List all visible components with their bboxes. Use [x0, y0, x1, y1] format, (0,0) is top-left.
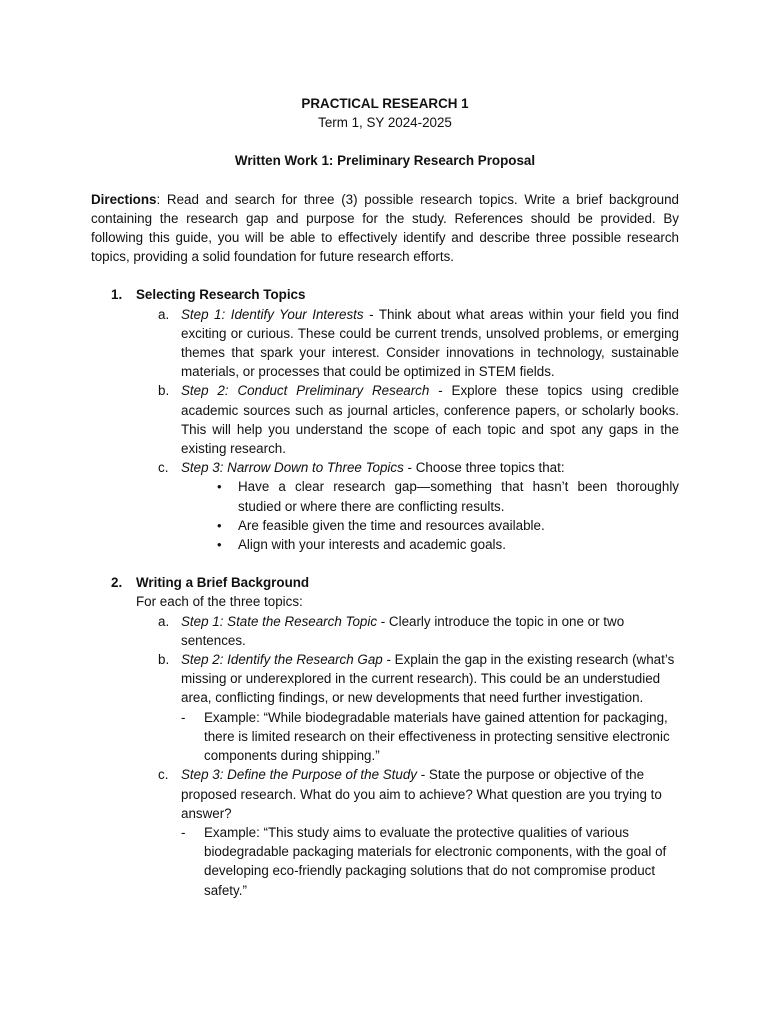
example-dash: -	[181, 824, 186, 840]
step-label: Step 3: Define the Purpose of the Study	[181, 767, 417, 783]
section-heading-text: Writing a Brief Background	[136, 575, 310, 591]
list-item	[91, 458, 679, 477]
list-marker: a.	[158, 613, 170, 629]
directions-text: : Read and search for three (3) possible research topics. Write a brief background containing the research gap and purpose for the study. References should be provided. By following this guide, you will be able to effectively identify and describe three possible research topics, providing a solid foundation for future research efforts.	[91, 191, 679, 265]
section-brief-background	[91, 573, 679, 899]
section-heading	[91, 573, 679, 592]
list-item	[91, 650, 679, 708]
list-marker: c.	[158, 767, 169, 783]
bullet-text: Are feasible given the time and resources available.	[238, 517, 545, 533]
step-label: Step 1: State the Research Topic	[181, 613, 378, 629]
step-label: Step 2: Conduct Preliminary Research	[181, 383, 430, 399]
section-number: 1.	[111, 287, 123, 303]
list-marker: b.	[158, 383, 170, 399]
section-intro: For each of the three topics:	[136, 594, 303, 610]
list-marker: a.	[158, 306, 170, 322]
bullet-icon: •	[217, 479, 222, 495]
term-line: Term 1, SY 2024-2025	[318, 115, 452, 131]
step-text: - Clearly introduce the topic in one or two sentences.	[181, 613, 625, 648]
directions-paragraph	[91, 190, 679, 267]
bullet-item	[91, 535, 679, 554]
example-text: Example: “While biodegradable materials have gained attention for packaging, there is limited research on their effectiveness in protecting sensitive electronic components during shipping.”	[204, 709, 670, 764]
example-dash: -	[181, 709, 186, 725]
list-marker: c.	[158, 460, 169, 476]
list-item	[91, 305, 679, 382]
section-heading-text: Selecting Research Topics	[136, 287, 306, 303]
step-text: - Explain the gap in the existing research (what’s missing or underexplored in the current research). This could be an understudied area, conflicting findings, or new developments that need further investigation.	[181, 652, 675, 706]
assignment-title: Written Work 1: Preliminary Research Proposal	[234, 153, 536, 169]
section-heading	[91, 285, 679, 304]
bullet-item	[91, 477, 679, 515]
bullet-text: Have a clear research gap—something that hasn’t been thoroughly studied or where there are conflicting results.	[238, 479, 679, 514]
step-label: Step 3: Narrow Down to Three Topics	[181, 460, 404, 476]
bullet-text: Align with your interests and academic goals.	[238, 537, 506, 553]
example-text: Example: “This study aims to evaluate the protective qualities of various biodegradable packaging materials for electronic components, with the goal of developing eco-friendly packaging solutions that do not compromise product safety.”	[204, 824, 667, 898]
step-text: - Think about what areas within your field you find exciting or curious. These could be current trends, unsolved problems, or emerging themes that spark your interest. Consider innovations in technology, sustainable materials, or processes that could be optimized in STEM fields.	[181, 306, 679, 380]
list-marker: b.	[158, 652, 170, 668]
list-item	[91, 381, 679, 458]
step-label: Step 2: Identify the Research Gap	[181, 652, 383, 668]
step-text: - State the purpose or objective of the proposed research. What do you aim to achieve? What question are you trying to answer?	[181, 767, 662, 821]
example-item	[91, 708, 679, 766]
section-number: 2.	[111, 575, 123, 591]
example-item	[91, 823, 679, 900]
step-text: - Explore these topics using credible academic sources such as journal articles, conference papers, or scholarly books. This will help you understand the scope of each topic and spot any gaps in the existing research.	[181, 383, 680, 457]
bullet-icon: •	[217, 517, 222, 533]
document-page	[91, 94, 679, 900]
list-item	[91, 612, 679, 650]
bullet-icon: •	[217, 537, 222, 553]
bullet-item	[91, 516, 679, 535]
section-selecting-topics	[91, 285, 679, 554]
directions-label: Directions	[91, 191, 157, 207]
step-text: - Choose three topics that:	[403, 460, 565, 476]
step-label: Step 1: Identify Your Interests	[181, 306, 364, 322]
course-title: PRACTICAL RESEARCH 1	[301, 96, 469, 111]
list-item	[91, 765, 679, 823]
